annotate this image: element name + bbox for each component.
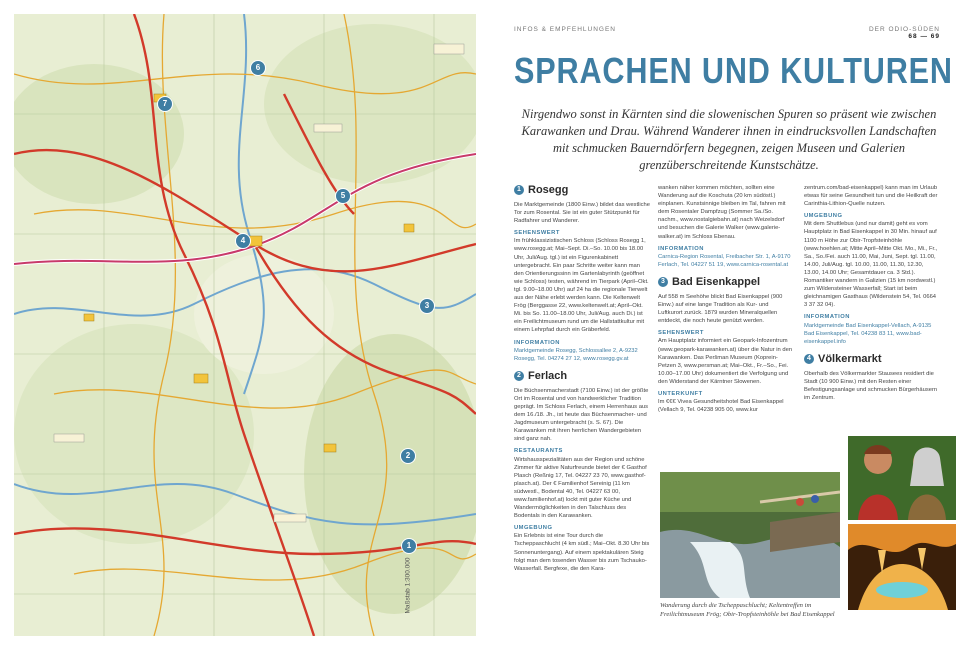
eisenkappel-umgebung: Mit dem Shuttlebus (und nur damit) geht es vom Hauptplatz in Bad Eisenkappel in 30 Min. hinauf auf 1100 m Höhe zur Obir-Tropfsteinhöhle (www.hoehlen.at; Mitte April–Mitte Okt. Mo., Mi., Fr., Sa., So./Fei. auch 11.00, Mai, Juni, Sept. tgl. 11.00, 14.00, Juli/Aug. tgl. 10.00, 11.00, 11.30, 12.30, 13.00, 14.00 Uhr; Gesamtdauer ca. 3 Std.). Romantiker wandern in Galizien (15 km nordwestl.) zum Wildensteiner Wasserfall; Start ist beim gleichnamigen Gasthaus (Wildenstein 54, Tel. 0664 3 37 32 04). bbox=[804, 221, 938, 309]
photo-gorge bbox=[660, 472, 840, 598]
map-marker-3[interactable]: 3 bbox=[419, 298, 435, 314]
map-scale-area bbox=[404, 542, 432, 632]
eisenkappel-intro: Auf 558 m Seehöhe blickt Bad Eisenkappel (900 Einw.) auf eine lange Tradition als Kur- und Luftkurort zurück. 1879 wurden Mineralquellen entdeckt, die noch heute genützt werden. bbox=[658, 293, 783, 325]
map-marker-7[interactable]: 7 bbox=[157, 96, 173, 112]
rosegg-info[interactable]: Marktgemeinde Rosegg, Schlossallee 2, A-9232 Rosegg, Tel. 04274 27 12, www.rosegg.gv.at bbox=[514, 347, 638, 362]
section-number: 4 bbox=[804, 354, 814, 364]
text-columns bbox=[514, 184, 944, 572]
ferlach-umgebung: Ein Erlebnis ist eine Tour durch die Tscheppaschlucht (4 km südl.; Mai–Okt. 8.30 Uhr bis Sonnenuntergang). Auf einem spektakulären Steig folgt man dem tosenden Wasser bis zum Tschauko-Wasserfall. Bergfexe, die den Kara- bbox=[514, 533, 650, 572]
eisenkappel-unterkunft-cont: zentrum.com/bad-eisenkappel) kann man im Urlaub etwas für seine Gesundheit tun und die Heilkraft der Carinthia-Lithion-Quelle nutzen. bbox=[804, 185, 938, 208]
section-heading-voelkermarkt bbox=[804, 353, 940, 365]
map-marker-2[interactable]: 2 bbox=[400, 448, 416, 464]
label-unterkunft: UNTERKUNFT bbox=[658, 390, 703, 397]
region-map[interactable] bbox=[14, 14, 476, 636]
header-right bbox=[869, 26, 940, 40]
column-2 bbox=[658, 184, 794, 418]
map-marker-4[interactable]: 4 bbox=[235, 233, 251, 249]
label-umgebung: UMGEBUNG bbox=[804, 213, 843, 220]
section-heading-ferlach bbox=[514, 370, 650, 382]
section-number: 3 bbox=[658, 277, 668, 287]
ferlach-info[interactable]: Carnica-Region Rosental, Freibacher Str. 1, A-9170 Ferlach, Tel. 04227 51 19, www.carnica-rosental.at bbox=[658, 253, 791, 268]
photo-celtic-festival bbox=[848, 436, 956, 520]
voelkermarkt-intro: Oberhalb des Völkermarkter Stausees residiert die Stadt (10 900 Einw.) mit den Resten einer Befestigungsanlage und schmucken Bürgerhäusern im Zentrum. bbox=[804, 370, 938, 402]
ferlach-restaurants: Wirtshausspezialitäten aus der Region und schöne Zimmer für aktive Naturfreunde bietet der € Gasthof Plasch (Reßnig 17, Tel. 04227 23 70, www.gasthof-plasch.at). Der € Familienhof Sereinig (11 km südwestl., Bodental 40, Tel. 04227 63 00, www.familienhof.at) lockt mit guter Küche und Wandermöglichkeiten in den Talschluss des Bodentals in den Karawanken. bbox=[514, 456, 647, 520]
section-title: Bad Eisenkappel bbox=[672, 275, 761, 288]
page-numbers: 68 — 69 bbox=[908, 33, 940, 40]
ferlach-umgebung-cont: wanken näher kommen möchten, sollten eine Wanderung auf die Koschuta (20 km südöstl.) einplanen. Kunstsinnige bleiben im Tal, fahren mit dem Rosentaler Dampfzug (Sommer Sa./So. nachm., www.nostalgiebahn.at) nach Weizelsdorf und besuchen die Galerie Walker (www.galerie-walker.at) im Schloss Ebenau. bbox=[658, 185, 786, 240]
eisenkappel-info[interactable]: Marktgemeinde Bad Eisenkappel-Vellach, A-9135 Bad Eisenkappel, Tel. 04238 83 11, www.bad-eisenkappel.info bbox=[804, 322, 932, 345]
column-3 bbox=[804, 184, 940, 406]
map-marker-6[interactable]: 6 bbox=[250, 60, 266, 76]
text-page bbox=[500, 0, 956, 648]
map-marker-5[interactable]: 5 bbox=[335, 188, 351, 204]
section-heading-rosegg bbox=[514, 184, 650, 196]
label-sehenswert: SEHENSWERT bbox=[514, 230, 560, 237]
label-sehenswert: SEHENSWERT bbox=[658, 330, 704, 337]
eisenkappel-unterkunft: Im €€€ Vivea Gesundheitshotel Bad Eisenkappel (Vellach 9, Tel. 04238 905 00, www.kur bbox=[658, 399, 784, 414]
section-title: Rosegg bbox=[528, 184, 569, 196]
ferlach-intro: Die Büchsenmacherstadt (7100 Einw.) ist der größte Ort im Rosental und von handwerklicher Tradition geprägt. Im Schloss Ferlach, einem Herrenhaus aus dem 16./18. Jh., ist heute das Büchsenmacher- und Jagdmuseum untergebracht (s. S. 67). Die Karawanken mit ihren herrlichen Wandergebieten sind ganz nah. bbox=[514, 387, 649, 443]
label-information: INFORMATION bbox=[514, 339, 560, 346]
label-umgebung: UMGEBUNG bbox=[514, 525, 553, 532]
label-information: INFORMATION bbox=[658, 245, 704, 252]
map-scale-label: Maßstab 1:300.000 bbox=[404, 557, 412, 614]
section-title: Völkermarkt bbox=[818, 352, 882, 365]
page-title: SPRACHEN UND KULTUREN bbox=[514, 50, 953, 91]
label-information: INFORMATION bbox=[804, 314, 850, 321]
section-number: 2 bbox=[514, 371, 524, 381]
photo-caption: Wanderung durch die Tscheppaschlucht; Keltentreffen im Freilichtmuseum Frög; Obir-Tropfsteinhöhle bei Bad Eisenkappel bbox=[660, 602, 835, 618]
column-1 bbox=[514, 184, 650, 577]
photo-cave bbox=[848, 524, 956, 610]
map-marker-1[interactable]: 1 bbox=[401, 538, 417, 554]
eisenkappel-sehenswert: Am Hauptplatz informiert ein Geopark-Infozentrum (www.geopark-karawanken.at) über die Natur in den Karawanken. Das Peršman Museum (Koprein-Petzen 3, www.persman.at; Mai–Okt., Fr.–So., Fei. 10.00–17.00 Uhr) dokumentiert die Verfolgung und den Widerstand der Kärntner Slowenen. bbox=[658, 338, 793, 385]
section-heading-eisenkappel bbox=[658, 276, 794, 288]
section-title: Ferlach bbox=[528, 369, 568, 382]
section-number: 1 bbox=[514, 185, 524, 195]
photo-area bbox=[660, 472, 956, 648]
rosegg-intro: Die Marktgemeinde (1800 Einw.) bildet das westliche Tor zum Rosental. Sie ist ein guter Stützpunkt für Radfahrer und Wanderer. bbox=[514, 202, 650, 225]
intro-text: Nirgendwo sonst in Kärnten sind die slowenischen Spuren so präsent wie zwischen Karawanken und Drau. Während Wanderer ihnen in eindrucksvollen Landschaften mit schmucken Bauerndörfern begegnen, zeigen Museen und Galerien grenzüberschreitende Kunstschätze. bbox=[521, 107, 937, 172]
rosegg-sehenswert: Im frühklassizistischen Schloss (Schloss Rosegg 1, www.rosegg.at; Mai–Sept. Di.–So. 10.00 bis 18.00 Uhr, Juli/Aug. tgl.) ist ein Figurenkabinett untergebracht. Ein paar Schritte weiter kann man den Orientierungssinn im Gartenlabyrinth (geöffnet wie Schloss) testen, während im Tierpark (April–Okt. tgl. 9.00–18.00 Uhr) auf 24 ha die regionale Tierwelt aus der Nähe erlebt werden kann. Die Keltenwelt Frög (Berggasse 22, www.keltenwelt.at; April–Okt. Mi. bis So. 11.00–18.00 Uhr, Juli/Aug. auch Di.) ist ein Freilichtmuseum rund um die Hallstattkultur mit einem Lehrpfad durch ein Gräberfeld. bbox=[514, 238, 649, 334]
header-left: INFOS & EMPFEHLUNGEN bbox=[514, 26, 616, 33]
label-restaurants: RESTAURANTS bbox=[514, 448, 563, 455]
header-section: DER ODIO-SÜDEN bbox=[868, 26, 940, 33]
